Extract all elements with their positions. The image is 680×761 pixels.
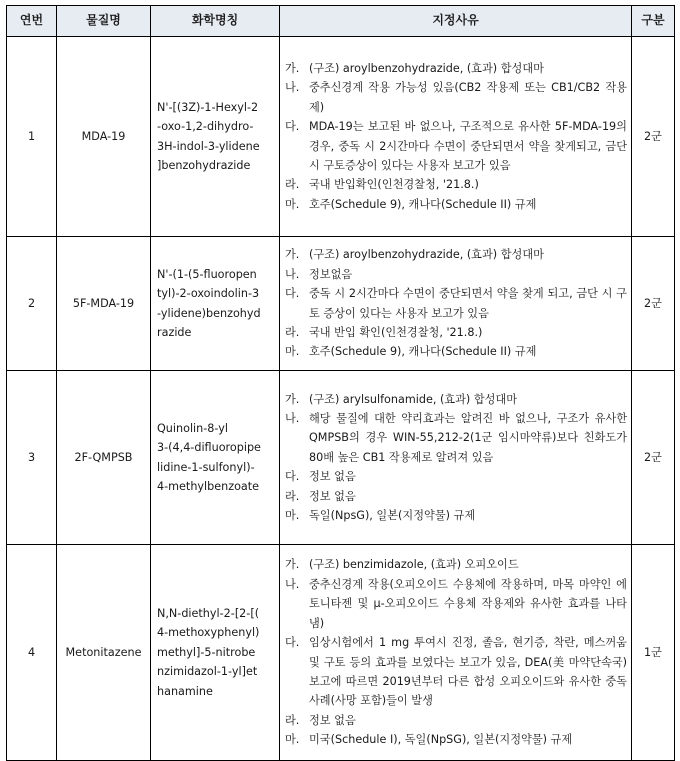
reason-label: 나. xyxy=(285,411,300,425)
reason-item xyxy=(285,506,627,525)
chemical-name-line: 3H-indol-3-ylidene xyxy=(157,139,260,153)
reason-item xyxy=(285,487,627,506)
reason-text: 국내 반입 확인(인천경찰청, '21.8.) xyxy=(309,325,483,339)
chemical-name-line: N'-(1-(5-fluoropen xyxy=(157,267,257,281)
reason-text: 중독 시 2시간마다 수면이 중단되면서 약을 찾게 되고, 금단 시 구토 증상이 있다는 사용자 보고가 있음 xyxy=(309,287,627,320)
category-cell: 2군 xyxy=(632,37,675,237)
reason-item xyxy=(285,467,627,486)
reason-text: 정보 없음 xyxy=(309,489,356,503)
reason-item xyxy=(285,245,627,264)
reason-label: 다. xyxy=(285,287,300,301)
reason-label: 가. xyxy=(285,392,300,406)
serial-no-cell: 1 xyxy=(7,37,57,237)
reason-label: 다. xyxy=(285,120,300,134)
reason-item xyxy=(285,390,627,409)
chemical-name-line: methyl]-5-nitrobe xyxy=(157,645,256,659)
substance-name-cell: MDA-19 xyxy=(57,37,151,237)
reason-text: 중추신경계 작용(오피오이드 수용체에 작용하며, 마목 마약인 에토니타젠 및 μ-오피오이드 수용체 작용제와 유사한 효과를 나타냄) xyxy=(309,577,627,630)
header-category: 구분 xyxy=(632,6,675,37)
reason-item xyxy=(285,265,627,284)
table-row xyxy=(7,37,675,237)
designation-reason-cell xyxy=(280,237,632,371)
reason-item xyxy=(285,342,627,361)
chemical-name-cell xyxy=(151,545,280,761)
reason-text: 미국(Schedule I), 독일(NpSG), 일본(지정약물) 규제 xyxy=(309,733,573,747)
header-chemical-name: 화학명칭 xyxy=(151,6,280,37)
header-serial-no: 연번 xyxy=(7,6,57,37)
reason-item xyxy=(285,633,627,711)
chemical-name-line: ]benzohydrazide xyxy=(157,158,251,172)
reason-text: (구조) aroylbenzohydrazide, (효과) 합성대마 xyxy=(309,248,544,262)
reason-text: 국내 반입확인(인천경찰청, '21.8.) xyxy=(309,178,479,192)
reason-label: 마. xyxy=(285,509,300,523)
reason-label: 나. xyxy=(285,577,300,591)
serial-no-cell: 2 xyxy=(7,237,57,371)
reason-text: 정보 없음 xyxy=(309,713,356,727)
reason-item xyxy=(285,284,627,323)
reason-label: 라. xyxy=(285,325,300,339)
reason-item xyxy=(285,711,627,730)
table-row xyxy=(7,545,675,761)
table-body xyxy=(7,37,675,761)
chemical-name-line: N,N-diethyl-2-[2-[( xyxy=(157,606,260,620)
reason-text: 임상시험에서 1 mg 투여시 진정, 졸음, 현기증, 착란, 메스꺼움 및 구토 등의 효과를 보였다는 보고가 있음, DEA(美 마약단속국) 보고에 따르면 2019년부터 다른 합성 오피오이드와 유사한 중독 사례(사망 포함)들이 발생 xyxy=(309,636,627,708)
reason-text: (구조) benzimidazole, (효과) 오피오이드 xyxy=(309,558,519,572)
chemical-name-cell xyxy=(151,37,280,237)
reason-item xyxy=(285,323,627,342)
reason-label: 다. xyxy=(285,470,300,484)
reason-label: 라. xyxy=(285,178,300,192)
reason-label: 다. xyxy=(285,636,300,650)
reason-label: 가. xyxy=(285,61,300,75)
chemical-name-line: Quinolin-8-yl xyxy=(157,421,228,435)
header-row xyxy=(7,6,675,37)
reason-item xyxy=(285,575,627,633)
designation-reason-cell xyxy=(280,545,632,761)
chemical-name-line: razide xyxy=(157,325,192,339)
reason-label: 마. xyxy=(285,345,300,359)
reason-label: 라. xyxy=(285,489,300,503)
chemical-name-cell xyxy=(151,371,280,545)
reason-text: 호주(Schedule 9), 캐나다(Schedule II) 규제 xyxy=(309,197,537,211)
reason-item xyxy=(285,409,627,467)
reason-text: MDA-19는 보고된 바 없으나, 구조적으로 유사한 5F-MDA-19의 경우, 중독 시 2시간마다 수면이 중단되면서 약을 찾게되고, 금단 시 구토증상이 있다는 사용자 보고가 있음 xyxy=(309,120,627,172)
reason-text: 정보없음 xyxy=(309,267,353,281)
category-cell: 2군 xyxy=(632,371,675,545)
substance-name-cell: 5F-MDA-19 xyxy=(57,237,151,371)
chemical-name-line: -oxo-1,2-dihydro- xyxy=(157,120,254,134)
reason-item xyxy=(285,555,627,574)
reason-text: 호주(Schedule 9), 캐나다(Schedule II) 규제 xyxy=(309,345,537,359)
reason-text: (구조) aroylbenzohydrazide, (효과) 합성대마 xyxy=(309,61,544,75)
header-designation-reason: 지정사유 xyxy=(280,6,632,37)
reason-label: 나. xyxy=(285,267,300,281)
reason-item xyxy=(285,78,627,117)
header-substance-name: 물질명 xyxy=(57,6,151,37)
reason-label: 나. xyxy=(285,81,300,95)
reason-label: 가. xyxy=(285,248,300,262)
chemical-name-line: tyl)-2-oxoindolin-3 xyxy=(157,287,260,301)
reason-item xyxy=(285,730,627,749)
category-cell: 2군 xyxy=(632,237,675,371)
chemical-name-line: hanamine xyxy=(157,684,213,698)
reason-text: 독일(NpsG), 일본(지정약물) 규제 xyxy=(309,509,476,523)
serial-no-cell: 3 xyxy=(7,371,57,545)
designation-reason-cell xyxy=(280,37,632,237)
reason-item xyxy=(285,59,627,78)
chemical-name-line: -ylidene)benzohyd xyxy=(157,306,261,320)
reason-item xyxy=(285,117,627,175)
reason-label: 마. xyxy=(285,197,300,211)
chemical-name-line: N'-[(3Z)-1-Hexyl-2 xyxy=(157,100,259,114)
reason-item xyxy=(285,175,627,194)
reason-label: 가. xyxy=(285,558,300,572)
substance-table xyxy=(6,5,675,761)
table-row xyxy=(7,237,675,371)
chemical-name-cell xyxy=(151,237,280,371)
substance-name-cell: 2F-QMPSB xyxy=(57,371,151,545)
reason-text: 정보 없음 xyxy=(309,470,356,484)
designation-reason-cell xyxy=(280,371,632,545)
reason-text: 해당 물질에 대한 약리효과는 알려진 바 없으나, 구조가 유사한 QMPSB의 경우 WIN-55,212-2(1군 임시마약류)보다 친화도가 80배 높은 CB1 작용제로 알려져 있음 xyxy=(309,411,627,464)
chemical-name-line: nzimidazol-1-yl]et xyxy=(157,665,258,679)
category-cell: 1군 xyxy=(632,545,675,761)
reason-label: 라. xyxy=(285,713,300,727)
substance-name-cell: Metonitazene xyxy=(57,545,151,761)
chemical-name-line: 3-(4,4-difluoropipe xyxy=(157,441,261,455)
chemical-name-line: 4-methoxyphenyl) xyxy=(157,626,260,640)
chemical-name-line: 4-methylbenzoate xyxy=(157,479,260,493)
reason-label: 마. xyxy=(285,733,300,747)
reason-text: 중추신경계 작용 가능성 있음(CB2 작용제 또는 CB1/CB2 작용제) xyxy=(309,81,627,114)
reason-text: (구조) arylsulfonamide, (효과) 합성대마 xyxy=(309,392,518,406)
table-row xyxy=(7,371,675,545)
reason-item xyxy=(285,195,627,214)
serial-no-cell: 4 xyxy=(7,545,57,761)
chemical-name-line: lidine-1-sulfonyl)- xyxy=(157,460,255,474)
